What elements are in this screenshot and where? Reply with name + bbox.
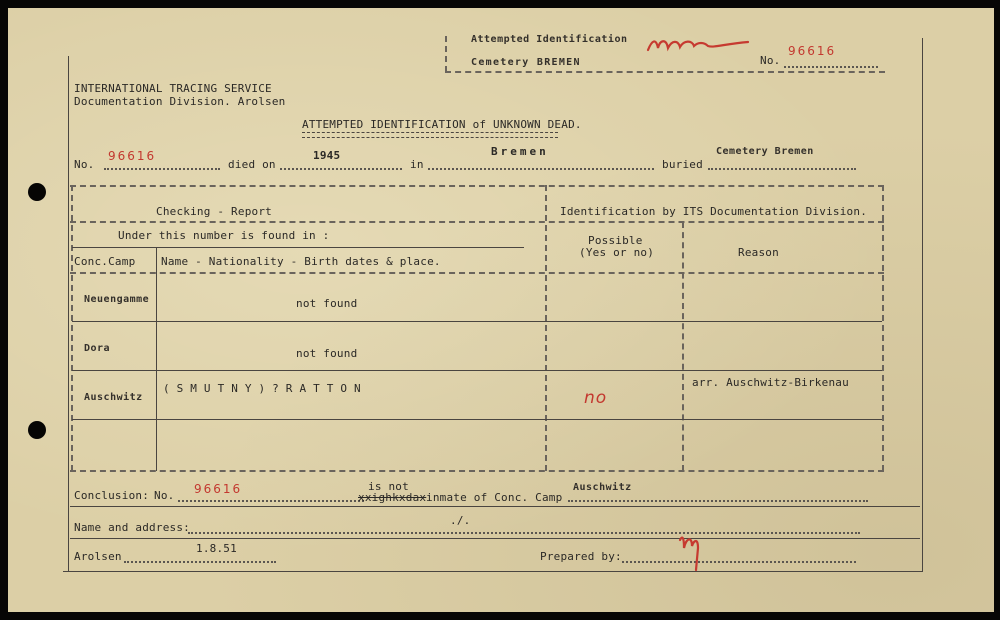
name-address-label: Name and address:: [74, 521, 190, 534]
footer-date: 1.8.51: [196, 542, 237, 555]
conclusion-label: Conclusion:: [74, 489, 150, 502]
col-possible-sub: (Yes or no): [579, 246, 655, 259]
prepared-by-label: Prepared by:: [540, 550, 622, 563]
under-number-label: Under this number is found in :: [118, 229, 330, 242]
col-name-header: Name - Nationality - Birth dates & place.: [161, 255, 441, 268]
row-3-possible: no: [584, 388, 608, 408]
buried-label: buried: [662, 158, 703, 171]
stamp-line-2: Cemetery BREMEN: [471, 57, 581, 68]
stamp-line-1: Attempted Identification: [471, 34, 628, 45]
record-no-value: 96616: [108, 149, 157, 163]
punch-hole-bottom: [28, 421, 46, 439]
division-name: Documentation Division. Arolsen: [74, 95, 286, 108]
frame-bottom: [63, 571, 923, 572]
handwritten-none: [644, 30, 754, 60]
in-value: Bremen: [491, 145, 549, 158]
conclusion-is-not: is not: [368, 480, 409, 493]
stamp-no-value: 96616: [788, 44, 837, 58]
buried-value: Cemetery Bremen: [716, 146, 814, 157]
document-card: [8, 8, 994, 612]
conclusion-struck: xxighkxdax: [358, 491, 427, 504]
divider-2: [70, 538, 920, 539]
document-title: ATTEMPTED IDENTIFICATION of UNKNOWN DEAD.: [302, 118, 582, 131]
row-2-name: not found: [296, 347, 358, 360]
stamp-no-label: No.: [760, 54, 781, 67]
row-3-reason: arr. Auschwitz-Birkenau: [692, 376, 849, 389]
conclusion-no-value: 96616: [194, 482, 243, 496]
conclusion-no-label: No.: [154, 489, 175, 502]
col-possible-header: Possible: [588, 234, 643, 247]
footer-place: Arolsen: [74, 550, 122, 563]
frame-left: [68, 56, 69, 572]
frame-right: [922, 38, 923, 572]
divider-1: [70, 506, 920, 507]
conclusion-camp: Auschwitz: [573, 482, 632, 493]
col-camp-header: Conc.Camp: [74, 255, 136, 268]
left-header: Checking - Report: [156, 205, 272, 218]
row-3-name: ( S M U T N Y ) ? R A T T O N: [163, 382, 361, 395]
org-name: INTERNATIONAL TRACING SERVICE: [74, 82, 272, 95]
died-value: 1945: [313, 149, 341, 162]
died-label: died on: [228, 158, 276, 171]
name-address-value: ./.: [450, 514, 471, 527]
preparer-initial-signature: [676, 532, 704, 574]
row-1-camp: Neuengamme: [84, 294, 150, 305]
row-2-camp: Dora: [84, 343, 111, 354]
in-label: in: [410, 158, 424, 171]
punch-hole-top: [28, 183, 46, 201]
record-no-label: No.: [74, 158, 95, 171]
row-1-name: not found: [296, 297, 358, 310]
conclusion-inmate-text: inmate of Conc. Camp: [426, 491, 563, 504]
row-3-camp: Auschwitz: [84, 392, 143, 403]
right-header: Identification by ITS Documentation Division.: [560, 205, 868, 218]
col-reason-header: Reason: [738, 246, 779, 259]
title-underline: [302, 132, 558, 138]
